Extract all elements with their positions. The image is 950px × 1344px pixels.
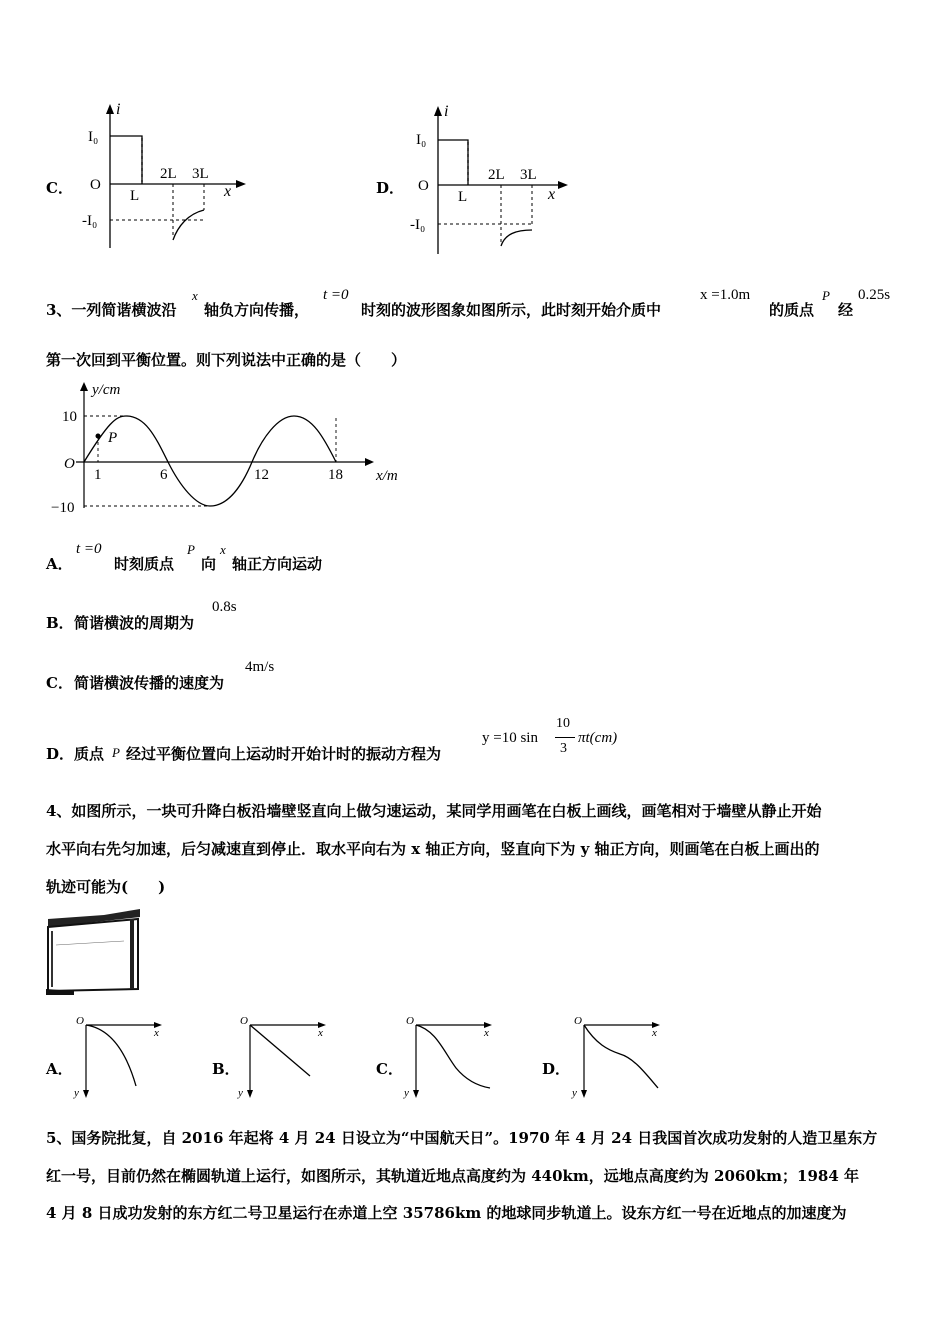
option-d-graph — [408, 98, 578, 260]
q3-text-1: 3、一列简谐横波沿 — [46, 301, 177, 319]
y-label: y — [238, 1087, 243, 1099]
x-axis-label: x/m — [376, 468, 398, 484]
q4-option-a-label: A． — [46, 1060, 73, 1078]
ytick-10: 10 — [62, 409, 77, 425]
q3-d-eq-den: 3 — [560, 741, 567, 756]
q3-a-math-P: P — [187, 542, 195, 557]
q3-text-5: 经 — [838, 301, 854, 319]
q4-line-3: 轨迹可能为( ) — [46, 878, 166, 896]
i-label: i — [444, 103, 449, 120]
origin-label: O — [90, 177, 101, 193]
q3-b-text: 简谐横波的周期为 — [74, 614, 195, 632]
xtick-18: 18 — [328, 467, 343, 483]
x-label: x — [484, 1027, 489, 1039]
x-label: x — [652, 1027, 657, 1039]
q3-d-eq-fraction-bar — [555, 737, 575, 738]
q4-option-b-label: B． — [212, 1060, 240, 1078]
I0-label: I₀ — [416, 132, 427, 148]
q3-text-2: 轴负方向传播， — [204, 301, 310, 319]
q3-d-text-1: 质点 — [74, 745, 105, 763]
xtick-12: 12 — [254, 467, 269, 483]
q3-d-math-P: P — [112, 745, 120, 760]
q4-option-b-graph — [234, 1012, 334, 1102]
q3-math-t0: t =0 — [323, 287, 349, 303]
q3-text-4: 的质点 — [769, 301, 815, 319]
q4-option-a-graph — [70, 1012, 170, 1102]
q3-math-x1: x =1.0m — [700, 287, 751, 303]
q3-option-a-label: A． — [46, 555, 73, 573]
y-label: y — [74, 1087, 79, 1099]
y-axis-label: y/cm — [92, 382, 121, 398]
point-P-label: P — [108, 430, 118, 446]
q4-option-d-label: D． — [542, 1060, 571, 1078]
q3-a-text-1: 时刻质点 — [114, 555, 175, 573]
q4-option-c-label: C． — [376, 1060, 403, 1078]
2L-label: 2L — [488, 167, 505, 183]
point-P-marker — [96, 434, 101, 439]
q3-d-eq-num: 10 — [556, 716, 570, 731]
x-label: x — [318, 1027, 323, 1039]
q3-text-3: 时刻的波形图象如图所示，此时刻开始介质中 — [361, 301, 662, 319]
q5-line-1: 5、国务院批复，自 2016 年起将 4 月 24 日设立为“中国航天日”。1970 年 4 月 24 日我国首次成功发射的人造卫星东方 — [46, 1129, 878, 1147]
ytick-neg10: −10 — [51, 500, 75, 516]
3L-label: 3L — [192, 166, 209, 182]
q3-line-2: 第一次回到平衡位置。则下列说法中正确的是（ ） — [46, 351, 407, 369]
q4-option-c-graph — [400, 1012, 500, 1102]
option-c-graph — [80, 98, 250, 258]
2L-label: 2L — [160, 166, 177, 182]
whiteboard-photo — [44, 905, 144, 997]
origin-label: O — [418, 178, 429, 194]
y-label: y — [572, 1087, 577, 1099]
q3-option-b-label: B． — [46, 614, 74, 632]
q3-a-text-3: 轴正方向运动 — [232, 555, 323, 573]
q3-option-c-label: C． — [46, 674, 73, 692]
xtick-6: 6 — [160, 467, 168, 483]
I0-label: I₀ — [88, 129, 99, 145]
L-label: L — [458, 189, 468, 205]
q3-d-eq-b: πt(cm) — [578, 730, 618, 746]
negI0-label: -I₀ — [410, 217, 426, 233]
q3-c-math: 4m/s — [245, 659, 275, 675]
q3-math-time: 0.25s — [858, 287, 891, 303]
q3-a-math-x: x — [220, 542, 226, 557]
origin-label: O — [76, 1015, 84, 1027]
3L-label: 3L — [520, 167, 537, 183]
q3-a-text-2: 向 — [201, 555, 217, 573]
L-label: L — [130, 188, 140, 204]
origin-label: O — [574, 1015, 582, 1027]
option-d-label: D． — [376, 179, 405, 197]
i-label: i — [116, 101, 121, 118]
q3-d-eq-a: y =10 sin — [482, 730, 538, 746]
option-c-label: C． — [46, 179, 73, 197]
y-label: y — [404, 1087, 409, 1099]
q5-line-3: 4 月 8 日成功发射的东方红二号卫星运行在赤道上空 35786km 的地球同步轨道上。设东方红一号在近地点的加速度为 — [46, 1204, 847, 1222]
origin-label: O — [240, 1015, 248, 1027]
negI0-label: -I₀ — [82, 213, 98, 229]
q3-math-x: x — [192, 288, 198, 303]
q4-option-d-graph — [568, 1012, 668, 1102]
q3-a-math-t0: t =0 — [76, 541, 102, 557]
xtick-1: 1 — [94, 467, 102, 483]
q4-line-1: 4、如图所示，一块可升降白板沿墙壁竖直向上做匀速运动，某同学用画笔在白板上画线，画笔相对于墙壁从静止开始 — [46, 802, 822, 820]
q3-d-text-2: 经过平衡位置向上运动时开始计时的振动方程为 — [126, 745, 442, 763]
q3-wave-graph — [46, 378, 416, 518]
x-label: x — [154, 1027, 159, 1039]
x-label: x — [224, 183, 232, 200]
origin-label: O — [406, 1015, 414, 1027]
q3-math-P: P — [822, 288, 830, 303]
q3-option-d-label: D． — [46, 745, 75, 763]
origin-label: O — [64, 456, 75, 472]
q3-b-math: 0.8s — [212, 599, 237, 615]
x-label: x — [548, 186, 556, 203]
q3-c-text: 简谐横波传播的速度为 — [74, 674, 225, 692]
q4-line-2: 水平向右先匀加速，后匀减速直到停止．取水平向右为 x 轴正方向，竖直向下为 y 轴正方向，则画笔在白板上画出的 — [46, 840, 820, 858]
q5-line-2: 红一号，目前仍然在椭圆轨道上运行，如图所示，其轨道近地点高度约为 440km，远地点高度约为 2060km；1984 年 — [46, 1167, 860, 1185]
